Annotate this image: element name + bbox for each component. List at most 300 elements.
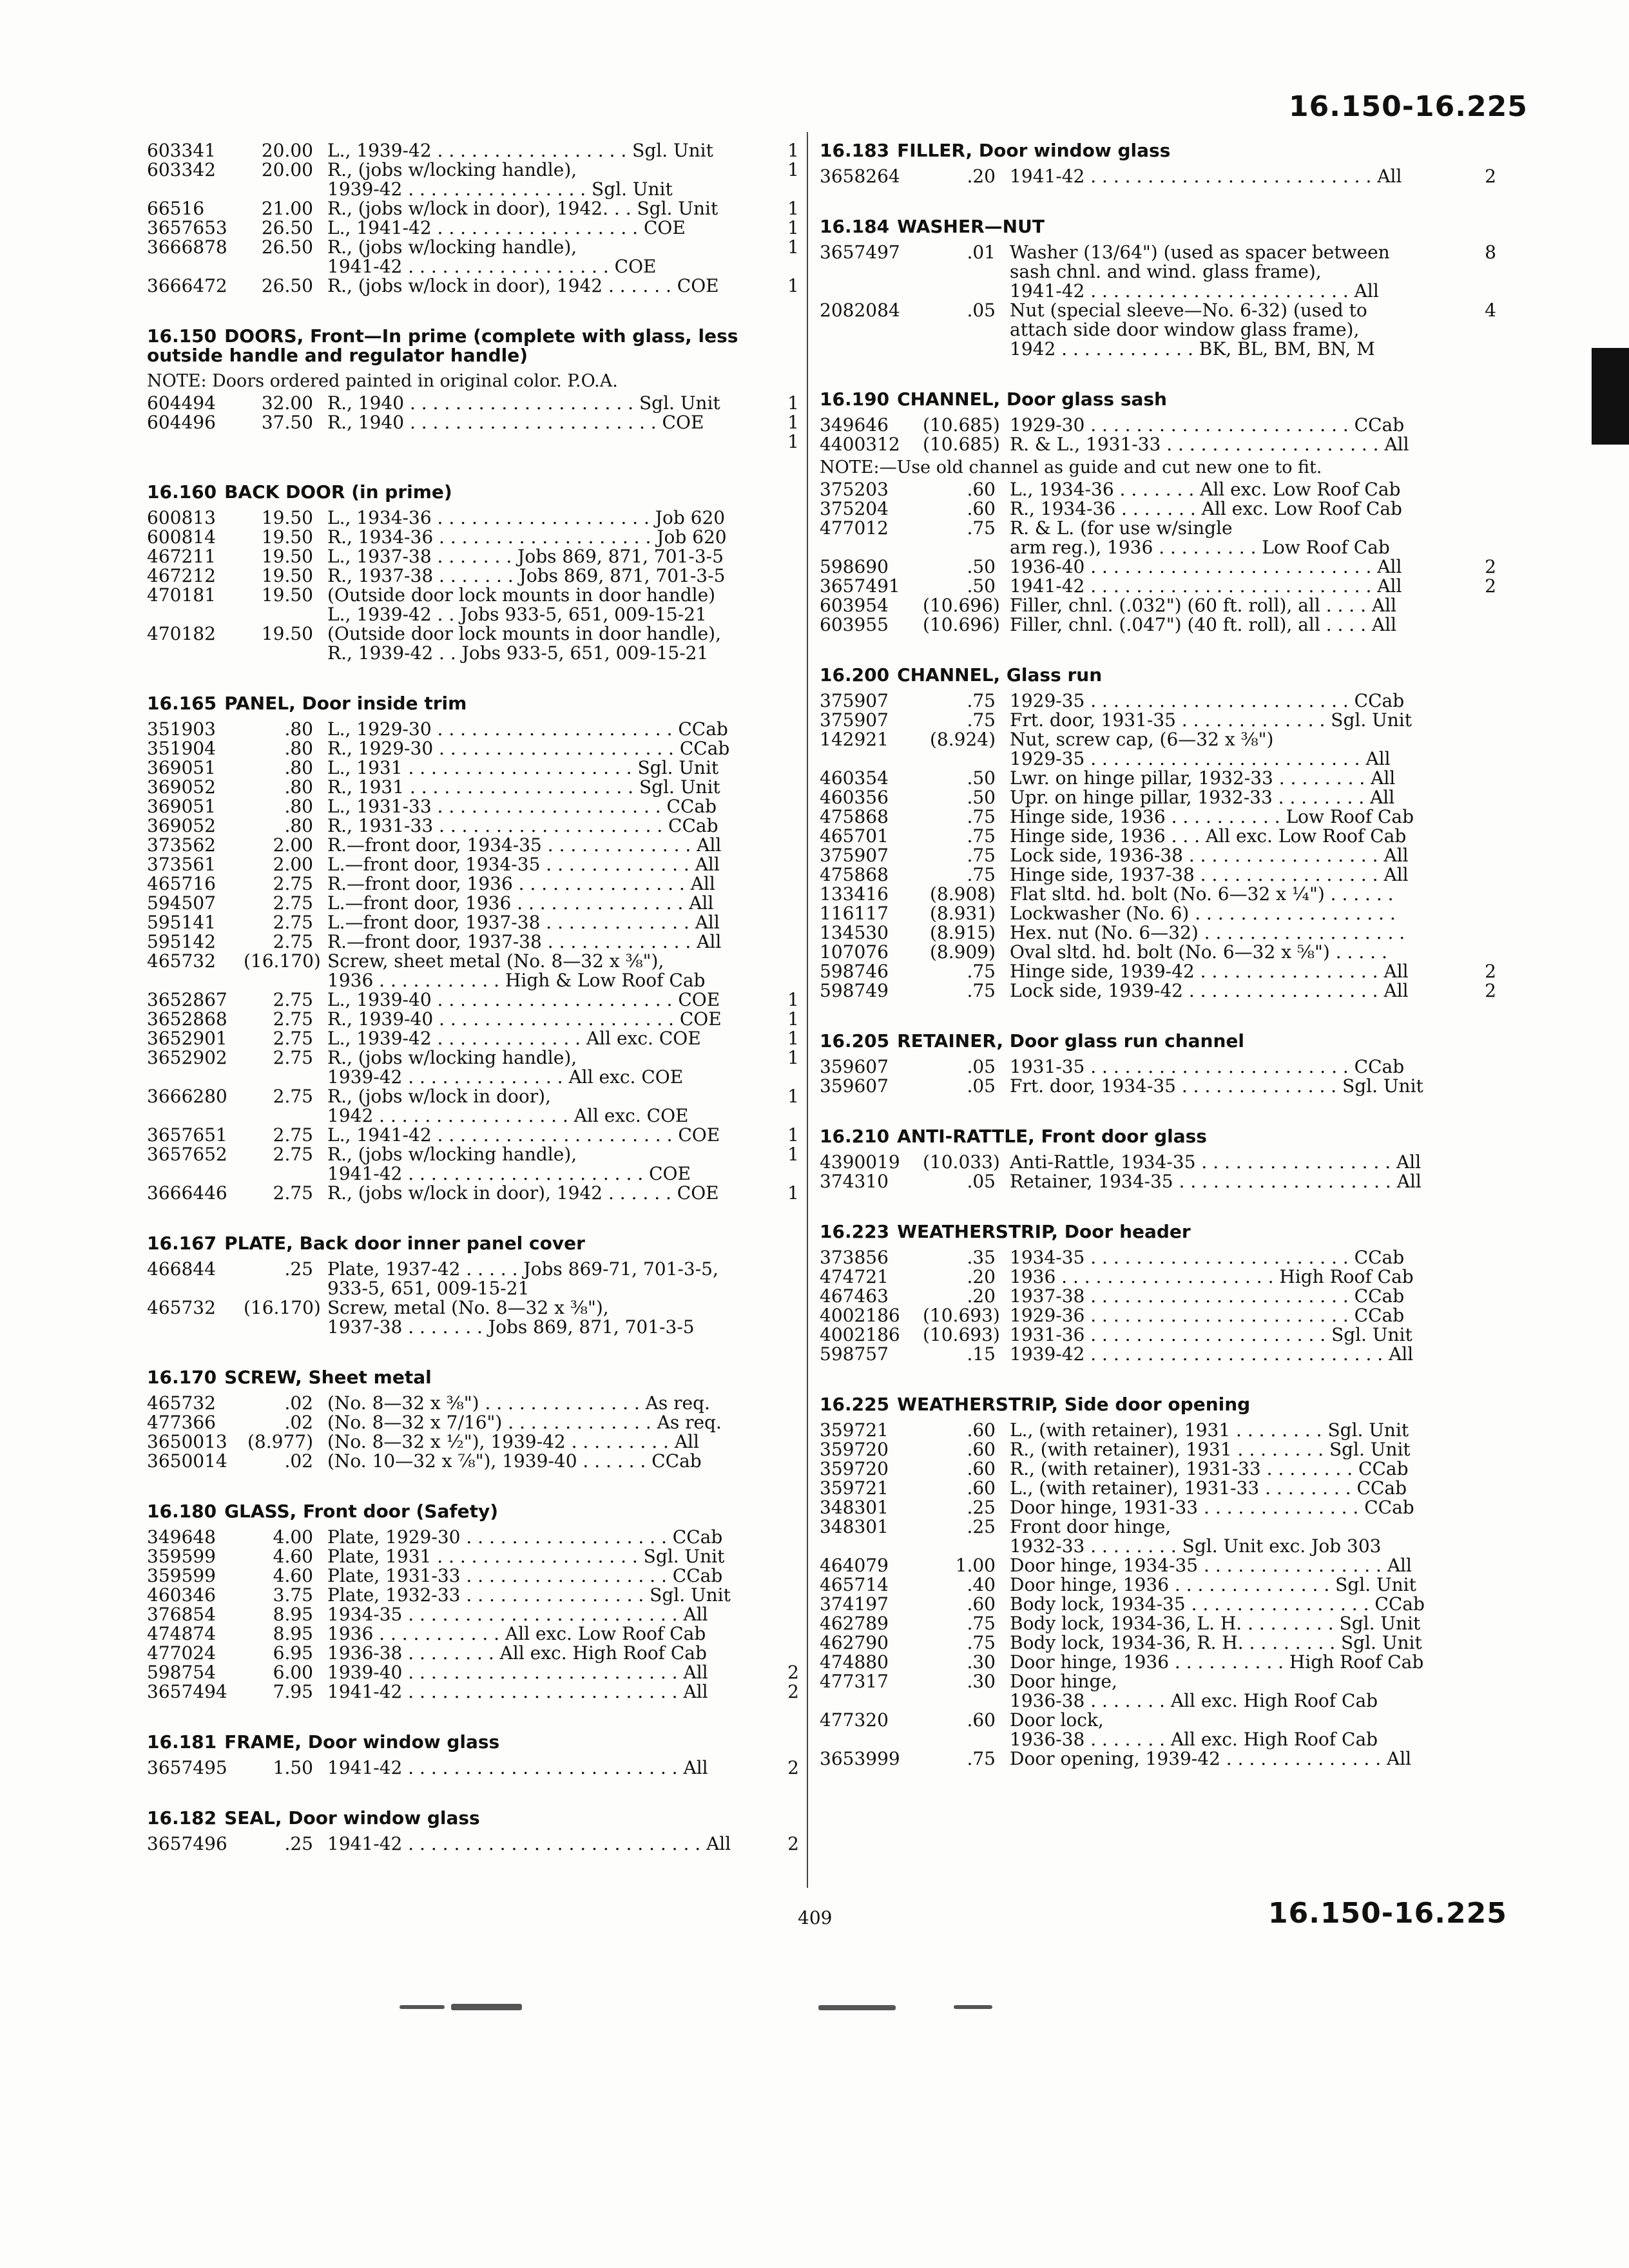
part-row: [820, 1057, 1496, 1077]
part-row: [147, 1048, 799, 1087]
part-row: [147, 276, 799, 296]
part-row: [820, 243, 1496, 301]
part-price: 2.75: [273, 1182, 313, 1204]
part-price: 19.50: [261, 623, 313, 644]
part-price: 2.75: [273, 1047, 313, 1068]
part-price: .50: [967, 767, 996, 789]
part-description: L., 1937-38 . . . . . . . Jobs 869, 871, 701-3-5: [327, 546, 724, 567]
part-price: .60: [967, 498, 996, 519]
part-quantity: 2: [1485, 961, 1496, 982]
part-description: R.—front door, 1936 . . . . . . . . . . . . . . . All: [327, 873, 715, 894]
part-row: [147, 1298, 799, 1337]
part-price: .40: [967, 1574, 996, 1595]
part-description: 1936 . . . . . . . . . . . All exc. Low Roof Cab: [327, 1623, 706, 1644]
part-number: 3666280: [147, 1086, 227, 1107]
part-price: 32.00: [261, 392, 313, 414]
part-row: [820, 557, 1496, 577]
part-row: [820, 769, 1496, 788]
scan-artifact: [451, 2004, 522, 2010]
part-quantity: 1: [787, 236, 799, 258]
part-price: 6.95: [273, 1642, 313, 1664]
part-number: 374310: [820, 1171, 889, 1192]
part-row: [820, 1345, 1496, 1364]
part-description: R., (jobs w/locking handle), 1939-42 . . . . . . . . . . . . . . All exc. COE: [327, 1047, 684, 1088]
part-row: [820, 1421, 1496, 1440]
part-number: 467212: [147, 565, 216, 586]
part-description: 1939-40 . . . . . . . . . . . . . . . . . . . . . . . . All: [327, 1662, 708, 1683]
part-description: R., (jobs w/locking handle), 1939-42 . . . . . . . . . . . . . . . . Sgl. Unit: [327, 159, 673, 200]
part-row: [147, 1644, 799, 1663]
section-title: [147, 1809, 799, 1828]
part-number: 375907: [820, 845, 889, 866]
part-description: 1929-35 . . . . . . . . . . . . . . . . . . . . . . . CCab: [1010, 690, 1405, 711]
part-description: L., 1939-42 . . . . . . . . . . . . . . . . . Sgl. Unit: [327, 140, 713, 161]
part-description: L., (with retainer), 1931-33 . . . . . . . . CCab: [1010, 1477, 1407, 1499]
part-description: R.—front door, 1937-38 . . . . . . . . . . . . . All: [327, 931, 722, 952]
part-row: [147, 218, 799, 238]
part-number: 474721: [820, 1266, 889, 1287]
section-number: 16.160: [147, 481, 217, 503]
catalog-section: [147, 1346, 799, 1471]
part-description: Hinge side, 1937-38 . . . . . . . . . . . . . . . . All: [1010, 864, 1409, 885]
section-name: FILLER, Door window glass: [897, 140, 1171, 161]
part-row: [820, 596, 1496, 615]
part-number: 3658264: [820, 166, 900, 187]
part-price: .75: [967, 825, 996, 847]
part-price: 2.75: [273, 912, 313, 933]
part-description: Screw, metal (No. 8—32 x ⅜"), 1937-38 . . . . . . . Jobs 869, 871, 701-3-5: [327, 1297, 695, 1338]
part-price: .05: [967, 1171, 996, 1192]
part-number: 4390019: [820, 1151, 900, 1173]
part-row: [820, 1153, 1496, 1172]
part-description: Upr. on hinge pillar, 1932-33 . . . . . . . . All: [1010, 787, 1395, 808]
part-quantity: 1: [787, 1047, 799, 1068]
part-description: R., 1940 . . . . . . . . . . . . . . . . . . . . Sgl. Unit: [327, 392, 720, 414]
page-number: 409: [798, 1907, 833, 1928]
part-description: R., (jobs w/locking handle), 1941-42 . . . . . . . . . . . . . . . . . . COE: [327, 236, 657, 277]
part-number: 349648: [147, 1526, 216, 1548]
part-price: .30: [967, 1651, 996, 1673]
section-gap: [147, 1212, 799, 1226]
part-description: (No. 10—32 x ⅞"), 1939-40 . . . . . . CCab: [327, 1450, 702, 1472]
part-row: [820, 1711, 1496, 1749]
catalog-section: [820, 1010, 1496, 1096]
part-description: Plate, 1932-33 . . . . . . . . . . . . . . . . Sgl. Unit: [327, 1584, 731, 1606]
part-quantity: 1: [787, 412, 799, 433]
part-number: 465732: [147, 950, 216, 972]
part-description: Filler, chnl. (.032") (60 ft. roll), all . . . . All: [1010, 595, 1397, 616]
part-row: [147, 1624, 799, 1644]
part-number: 470182: [147, 623, 216, 644]
part-description: Plate, 1931-33 . . . . . . . . . . . . . . . . . . CCab: [327, 1565, 723, 1586]
part-number: 603341: [147, 140, 216, 161]
part-description: L.—front door, 1936 . . . . . . . . . . . . . . . All: [327, 892, 714, 914]
part-number: 373856: [820, 1247, 889, 1268]
part-quantity: 1: [787, 1182, 799, 1204]
part-row: [820, 1614, 1496, 1633]
part-number: 475868: [820, 864, 889, 885]
part-number: 134530: [820, 922, 889, 943]
part-row: [820, 1595, 1496, 1614]
part-row: [147, 394, 799, 413]
scan-artifact: [400, 2005, 445, 2009]
catalog-section: [820, 195, 1496, 359]
part-description: R. & L., 1931-33 . . . . . . . . . . . . . . . . . . . All: [1010, 434, 1409, 455]
part-description: L., 1941-42 . . . . . . . . . . . . . . . . . . . . . COE: [327, 1124, 720, 1146]
part-row: [147, 432, 799, 452]
part-row: [147, 836, 799, 855]
part-number: 375907: [820, 709, 889, 731]
part-price: 19.50: [261, 546, 313, 567]
part-number: 359599: [147, 1565, 216, 1586]
part-price: 37.50: [261, 412, 313, 433]
part-row: [147, 160, 799, 199]
part-row: [820, 904, 1496, 923]
part-quantity: 1: [787, 431, 799, 452]
part-description: (Outside door lock mounts in door handle), R., 1939-42 . . Jobs 933-5, 651, 009-15-21: [327, 623, 722, 664]
part-price: 6.00: [273, 1662, 313, 1683]
part-description: 1941-42 . . . . . . . . . . . . . . . . . . . . . . . . . . All: [327, 1833, 731, 1854]
part-number: 477317: [820, 1671, 889, 1692]
part-row: [147, 141, 799, 160]
part-description: R., (jobs w/lock in door), 1942 . . . . . . . . . . . . . . . . . All exc. COE: [327, 1086, 689, 1126]
part-description: Filler, chnl. (.047") (40 ft. roll), all . . . . All: [1010, 614, 1397, 635]
part-price: 7.95: [273, 1681, 313, 1702]
part-price: .75: [967, 709, 996, 731]
catalog-section: [820, 1200, 1496, 1364]
section-gap: [147, 1787, 799, 1801]
part-price: 26.50: [261, 275, 313, 296]
part-row: [147, 1413, 799, 1432]
part-price: 2.75: [273, 989, 313, 1010]
section-number: 16.190: [820, 389, 890, 410]
part-price: 2.75: [273, 1086, 313, 1107]
section-title: [147, 1502, 799, 1521]
part-row: [820, 1556, 1496, 1575]
part-quantity: 2: [787, 1681, 799, 1702]
catalog-section: [820, 368, 1496, 635]
part-number: 3657495: [147, 1757, 227, 1778]
section-number: 16.183: [820, 140, 890, 161]
part-number: 477024: [147, 1642, 216, 1664]
part-number: 464079: [820, 1555, 889, 1576]
edge-index-tab: [1592, 348, 1629, 445]
part-row: [820, 846, 1496, 865]
catalog-section: [820, 141, 1496, 186]
part-description: R., (jobs w/locking handle), 1941-42 . . . . . . . . . . . . . . . . . . . . . COE: [327, 1144, 691, 1184]
part-number: 477012: [820, 517, 889, 539]
part-description: Hex. nut (No. 6—32) . . . . . . . . . . . . . . . . . .: [1010, 922, 1405, 943]
part-price: .75: [967, 1748, 996, 1769]
part-description: Anti-Rattle, 1934-35 . . . . . . . . . . . . . . . . . All: [1010, 1151, 1422, 1173]
part-description: L., 1934-36 . . . . . . . All exc. Low Roof Cab: [1010, 479, 1401, 500]
part-description: L., 1941-42 . . . . . . . . . . . . . . . . . . COE: [327, 217, 686, 238]
part-price: 26.50: [261, 217, 313, 238]
part-row: [820, 807, 1496, 827]
section-number: 16.180: [147, 1501, 217, 1522]
part-price: 1.00: [955, 1555, 996, 1576]
part-description: R.—front door, 1934-35 . . . . . . . . . . . . . All: [327, 834, 722, 856]
part-description: Plate, 1931 . . . . . . . . . . . . . . . . . . Sgl. Unit: [327, 1546, 725, 1567]
part-row: [147, 199, 799, 218]
section-number: 16.167: [147, 1233, 217, 1254]
part-quantity: 2: [1485, 166, 1496, 187]
part-row: [147, 1528, 799, 1547]
part-quantity: 2: [787, 1757, 799, 1778]
catalog-section: [147, 672, 799, 1203]
part-quantity: 2: [1485, 556, 1496, 577]
part-description: Nut, screw cap, (6—32 x ⅜") 1929-35 . . . . . . . . . . . . . . . . . . . . . . . . All: [1010, 729, 1391, 769]
part-number: 348301: [820, 1497, 889, 1518]
part-row: [147, 1547, 799, 1566]
part-description: Washer (13/64") (used as spacer between sash chnl. and wind. glass frame), 1941-42 . . . . . . . . . . . . . . . . . . . . . . . All: [1010, 242, 1390, 302]
part-number: 359607: [820, 1075, 889, 1097]
part-row: [820, 519, 1496, 557]
part-price: .25: [284, 1258, 313, 1280]
section-name: PLATE, Back door inner panel cover: [224, 1233, 585, 1254]
part-description: R., 1934-36 . . . . . . . All exc. Low Roof Cab: [1010, 498, 1402, 519]
part-row: [147, 913, 799, 932]
part-number: 3666446: [147, 1182, 227, 1204]
part-description: 1929-30 . . . . . . . . . . . . . . . . . . . . . . . CCab: [1010, 414, 1405, 436]
part-price: .01: [967, 242, 996, 263]
section-title: [820, 666, 1496, 685]
part-number: 3666878: [147, 236, 227, 258]
part-number: 369051: [147, 796, 216, 817]
part-price: .05: [967, 300, 996, 321]
section-title: [147, 327, 799, 365]
part-row: [820, 1459, 1496, 1479]
part-number: 465701: [820, 825, 889, 847]
part-quantity: 1: [787, 1124, 799, 1146]
part-description: Door hinge, 1931-33 . . . . . . . . . . . . . . CCab: [1010, 1497, 1414, 1518]
part-row: [147, 932, 799, 952]
part-number: 4002186: [820, 1305, 900, 1326]
part-price: 4.60: [273, 1546, 313, 1567]
part-description: R., (with retainer), 1931-33 . . . . . . . . CCab: [1010, 1458, 1409, 1479]
part-row: [147, 1260, 799, 1298]
catalog-section: [820, 1373, 1496, 1769]
part-quantity: 1: [787, 198, 799, 219]
part-row: [147, 413, 799, 432]
part-row: [820, 730, 1496, 769]
part-description: Hinge side, 1936 . . . All exc. Low Roof Cab: [1010, 825, 1407, 847]
part-row: [147, 739, 799, 758]
part-description: R., 1929-30 . . . . . . . . . . . . . . . . . . . . . CCab: [327, 738, 730, 759]
part-price: .50: [967, 556, 996, 577]
section-gap: [820, 1200, 1496, 1215]
part-price: 21.00: [261, 198, 313, 219]
section-name: SCREW, Sheet metal: [224, 1367, 432, 1388]
part-price: .80: [284, 718, 313, 740]
part-row: [820, 435, 1496, 454]
part-number: 374197: [820, 1593, 889, 1615]
part-quantity: 1: [787, 275, 799, 296]
part-number: 369051: [147, 757, 216, 778]
part-row: [820, 1575, 1496, 1595]
part-description: Door opening, 1939-42 . . . . . . . . . . . . . . All: [1010, 1748, 1412, 1769]
part-number: 3650014: [147, 1450, 227, 1472]
part-number: 477366: [147, 1412, 216, 1433]
section-name: CHANNEL, Glass run: [897, 664, 1103, 686]
left-column: [147, 132, 799, 1854]
part-number: 4400312: [820, 434, 900, 455]
section-name: ANTI-RATTLE, Front door glass: [897, 1126, 1207, 1147]
part-number: 598757: [820, 1343, 889, 1365]
part-number: 598754: [147, 1662, 216, 1683]
section-gap: [820, 1373, 1496, 1387]
part-row: [147, 1682, 799, 1702]
part-description: Hinge side, 1939-42 . . . . . . . . . . . . . . . . All: [1010, 961, 1409, 982]
part-number: 351904: [147, 738, 216, 759]
page-header-top: 16.150-16.225: [1289, 90, 1528, 123]
section-gap: [820, 368, 1496, 382]
part-quantity: 2: [1485, 980, 1496, 1001]
part-price: .60: [967, 1419, 996, 1441]
part-number: 3657494: [147, 1681, 227, 1702]
part-price: 8.95: [273, 1604, 313, 1625]
part-price: .50: [967, 787, 996, 808]
part-number: 470181: [147, 584, 216, 606]
part-number: 3657491: [820, 575, 900, 597]
part-row: [820, 1517, 1496, 1556]
part-row: [820, 1267, 1496, 1287]
part-price: .02: [284, 1392, 313, 1414]
part-row: [820, 1653, 1496, 1672]
part-row: [820, 615, 1496, 635]
part-description: R., 1931 . . . . . . . . . . . . . . . . . . . . Sgl. Unit: [327, 776, 720, 798]
part-price: .60: [967, 1458, 996, 1479]
part-row: [820, 301, 1496, 359]
section-number: 16.210: [820, 1126, 890, 1147]
section-gap: [147, 672, 799, 686]
section-gap: [820, 1010, 1496, 1024]
part-price: .15: [967, 1343, 996, 1365]
part-price: (8.909): [929, 941, 996, 963]
part-description: 1939-42 . . . . . . . . . . . . . . . . . . . . . . . . . . All: [1010, 1343, 1414, 1365]
part-number: 465732: [147, 1297, 216, 1318]
part-price: (8.915): [929, 922, 996, 943]
part-number: 595141: [147, 912, 216, 933]
part-description: Plate, 1929-30 . . . . . . . . . . . . . . . . . . CCab: [327, 1526, 723, 1548]
part-price: 4.60: [273, 1565, 313, 1586]
part-number: 369052: [147, 776, 216, 798]
part-description: Door hinge, 1936 . . . . . . . . . . High Roof Cab: [1010, 1651, 1424, 1673]
section-name: SEAL, Door window glass: [224, 1807, 480, 1829]
part-description: 1941-42 . . . . . . . . . . . . . . . . . . . . . . . . . All: [1010, 575, 1402, 597]
part-row: [820, 885, 1496, 904]
part-price: 19.50: [261, 565, 313, 586]
part-description: 1936 . . . . . . . . . . . . . . . . . . . High Roof Cab: [1010, 1266, 1414, 1287]
section-title: [820, 1127, 1496, 1146]
part-number: 460346: [147, 1584, 216, 1606]
part-price: .80: [284, 815, 313, 836]
part-row: [820, 865, 1496, 885]
part-price: .02: [284, 1450, 313, 1472]
part-description: Lock side, 1939-42 . . . . . . . . . . . . . . . . . All: [1010, 980, 1409, 1001]
catalog-section: [147, 141, 799, 296]
part-number: 3657496: [147, 1833, 227, 1854]
part-description: L., 1939-40 . . . . . . . . . . . . . . . . . . . . . COE: [327, 989, 720, 1010]
page-header-bottom: 16.150-16.225: [1268, 1897, 1507, 1930]
part-description: Screw, sheet metal (No. 8—32 x ⅜"), 1936 . . . . . . . . . . . High & Low Roof Cab: [327, 950, 706, 991]
part-description: Lockwasher (No. 6) . . . . . . . . . . . . . . . . . .: [1010, 903, 1396, 924]
part-number: 598749: [820, 980, 889, 1001]
part-row: [820, 1672, 1496, 1711]
part-row: [147, 1087, 799, 1126]
part-price: 26.50: [261, 236, 313, 258]
part-description: R., 1940 . . . . . . . . . . . . . . . . . . . . . . COE: [327, 412, 704, 433]
catalog-section: [147, 1711, 799, 1778]
part-number: 465716: [147, 873, 216, 894]
part-row: [147, 1432, 799, 1452]
part-price: .75: [967, 1632, 996, 1653]
part-price: .20: [967, 166, 996, 187]
part-description: Flat sltd. hd. bolt (No. 6—32 x ¼") . . . . . .: [1010, 883, 1394, 905]
part-quantity: 1: [787, 1086, 799, 1107]
part-price: (8.924): [929, 729, 996, 750]
part-description: Hinge side, 1936 . . . . . . . . . . Low Roof Cab: [1010, 806, 1414, 827]
part-description: L., 1931-33 . . . . . . . . . . . . . . . . . . . . CCab: [327, 796, 717, 817]
part-number: 477320: [820, 1709, 889, 1731]
part-description: (No. 8—32 x 7/16") . . . . . . . . . . . . . As req.: [327, 1412, 722, 1433]
part-row: [820, 1749, 1496, 1769]
part-row: [820, 1306, 1496, 1325]
part-description: 1941-42 . . . . . . . . . . . . . . . . . . . . . . . . . All: [1010, 166, 1402, 187]
catalog-section: [820, 1105, 1496, 1191]
part-row: [820, 962, 1496, 981]
part-number: 466844: [147, 1258, 216, 1280]
catalog-section: [147, 1212, 799, 1337]
part-row: [147, 566, 799, 586]
part-row: [820, 691, 1496, 711]
part-row: [820, 827, 1496, 846]
part-number: 349646: [820, 414, 889, 436]
part-description: Front door hinge, 1932-33 . . . . . . . . Sgl. Unit exc. Job 303: [1010, 1516, 1382, 1557]
part-description: R., 1939-40 . . . . . . . . . . . . . . . . . . . . . COE: [327, 1008, 722, 1030]
part-number: 3657653: [147, 217, 227, 238]
part-row: [147, 1663, 799, 1682]
catalog-section: [820, 644, 1496, 1001]
part-row: [147, 1452, 799, 1471]
part-row: [147, 990, 799, 1010]
part-price: 20.00: [261, 140, 313, 161]
part-row: [820, 416, 1496, 435]
part-price: .60: [967, 1477, 996, 1499]
section-note: NOTE:—Use old channel as guide and cut new one to fit.: [820, 457, 1322, 477]
part-row: [820, 943, 1496, 962]
part-price: 2.00: [273, 834, 313, 856]
part-row: [820, 1633, 1496, 1653]
part-description: R., (with retainer), 1931 . . . . . . . . Sgl. Unit: [1010, 1439, 1411, 1460]
part-quantity: 2: [1485, 575, 1496, 597]
section-name: DOORS, Front—In prime (complete with glass, less outside handle and regulator handle): [147, 325, 738, 366]
part-row: [820, 1325, 1496, 1345]
part-row: [820, 1479, 1496, 1498]
part-row: [147, 547, 799, 566]
part-number: 3657651: [147, 1124, 227, 1146]
section-gap: [147, 1480, 799, 1494]
part-row: [147, 758, 799, 778]
part-number: 598746: [820, 961, 889, 982]
part-quantity: 1: [787, 140, 799, 161]
part-row: [820, 923, 1496, 943]
section-title: [820, 217, 1496, 236]
section-title: [147, 694, 799, 713]
part-row: [820, 499, 1496, 519]
part-price: .75: [967, 845, 996, 866]
column-divider: [807, 132, 808, 1888]
